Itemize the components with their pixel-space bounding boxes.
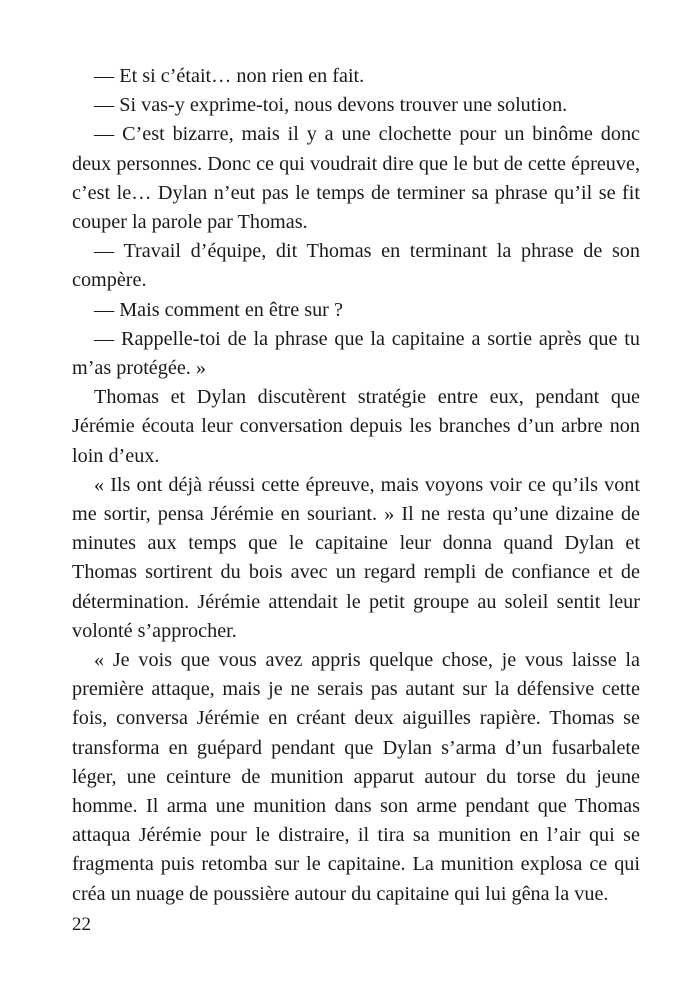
page-number: 22: [72, 914, 91, 935]
paragraph-5: — Mais comment en être sur ?: [94, 298, 343, 321]
paragraph-2: — Si vas-y exprime-toi, nous devons trouver une solution.: [94, 94, 568, 117]
paragraph-1: — Et si c’était… non rien en fait.: [94, 65, 365, 87]
paragraph-7: Thomas et Dylan discutèrent stratégie entre eux, pendant que Jérémie écouta leur conversation depuis les branches d’un arbre non loin d’eux.: [72, 386, 640, 467]
body-text: [72, 62, 640, 909]
paragraph-3: — C’est bizarre, mais il y a une clochette pour un binôme donc deux personnes. Donc ce qui voudrait dire que le but de cette épreuve, c’est le… Dylan n’eut pas le temps de terminer sa phrase qu’il se fit couper la parole par Thomas.: [72, 123, 640, 234]
paragraph-8: « Ils ont déjà réussi cette épreuve, mais voyons voir ce qu’ils vont me sortir, pensa Jérémie en souriant. » Il ne resta qu’une dizaine de minutes aux temps que le capitaine leur donna quand Dylan et Thomas sortirent du bois avec un regard rempli de confiance et de détermination. Jérémie attendait le petit groupe au soleil sentit leur volonté s’approcher.: [72, 473, 640, 642]
paragraph-9: « Je vois que vous avez appris quelque chose, je vous laisse la première attaque, mais je ne serais pas autant sur la défensive cette fois, conversa Jérémie en créant deux aiguilles rapière. Thomas se transforma en guépard pendant que Dylan s’arma d’un fusarbalete léger, une ceinture de munition apparut autour du torse du jeune homme. Il arma une munition dans son arme pendant que Thomas attaqua Jérémie pour le distraire, il tira sa munition en l’air qui se fragmenta puis retomba sur le capitaine. La munition explosa ce qui créa un nuage de poussière autour du capitaine qui lui gêna la vue.: [72, 649, 640, 905]
paragraph-6: — Rappelle-toi de la phrase que la capitaine a sortie après que tu m’as protégée. »: [72, 327, 640, 380]
paragraph-4: — Travail d’équipe, dit Thomas en terminant la phrase de son compère.: [72, 240, 640, 292]
